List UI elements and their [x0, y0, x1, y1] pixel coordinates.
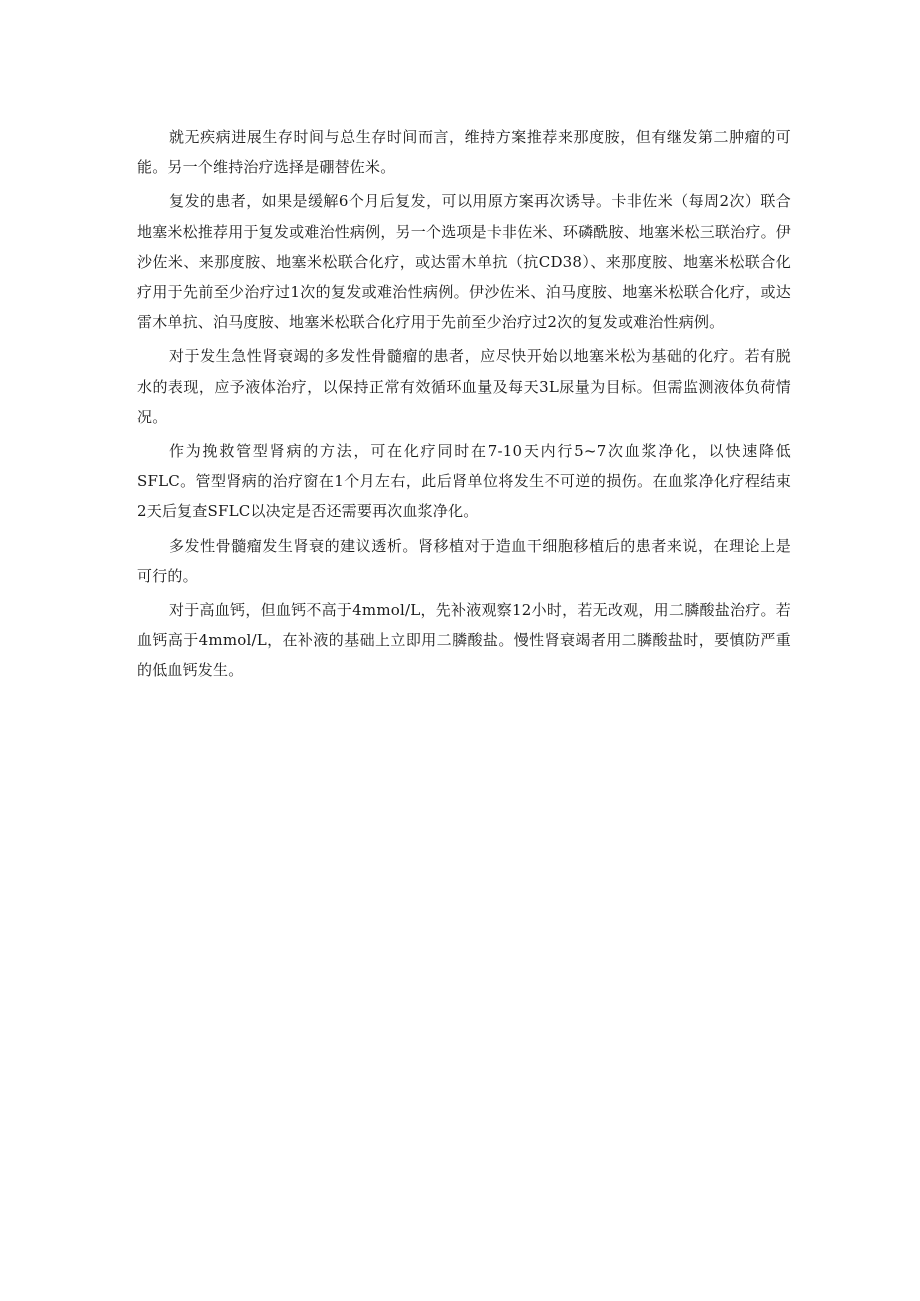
paragraph-dialysis-transplant: 多发性骨髓瘤发生肾衰的建议透析。肾移植对于造血干细胞移植后的患者来说，在理论上是可行的。	[137, 536, 791, 585]
document-body	[137, 122, 791, 690]
paragraph-relapse: 复发的患者，如果是缓解6个月后复发，可以用原方案再次诱导。卡非佐米（每周2次）联合地塞米松推荐用于复发或难治性病例，另一个选项是卡非佐米、环磷酰胺、地塞米松三联治疗。伊沙佐米、来那度胺、地塞米松联合化疗，或达雷木单抗（抗CD38）、来那度胺、地塞米松联合化疗用于先前至少治疗过1次的复发或难治性病例。伊沙佐米、泊马度胺、地塞米松联合化疗，或达雷木单抗、泊马度胺、地塞米松联合化疗用于先前至少治疗过2次的复发或难治性病例。	[137, 192, 791, 332]
paragraph-maintenance: 就无疾病进展生存时间与总生存时间而言，维持方案推荐来那度胺，但有继发第二肿瘤的可能。另一个维持治疗选择是硼替佐米。	[137, 128, 791, 177]
paragraph-hypercalcemia: 对于高血钙，但血钙不高于4mmol/L，先补液观察12小时，若无改观，用二膦酸盐治疗。若血钙高于4mmol/L，在补液的基础上立即用二膦酸盐。慢性肾衰竭者用二膦酸盐时，要慎防严重的低血钙发生。	[137, 601, 791, 680]
paragraph-acute-renal-failure: 对于发生急性肾衰竭的多发性骨髓瘤的患者，应尽快开始以地塞米松为基础的化疗。若有脱水的表现，应予液体治疗，以保持正常有效循环血量及每天3L尿量为目标。但需监测液体负荷情况。	[137, 347, 791, 426]
paragraph-plasma-exchange: 作为挽救管型肾病的方法，可在化疗同时在7-10天内行5~7次血浆净化，以快速降低SFLC。管型肾病的治疗窗在1个月左右，此后肾单位将发生不可逆的损伤。在血浆净化疗程结束2天后复查SFLC以决定是否还需要再次血浆净化。	[137, 442, 791, 521]
